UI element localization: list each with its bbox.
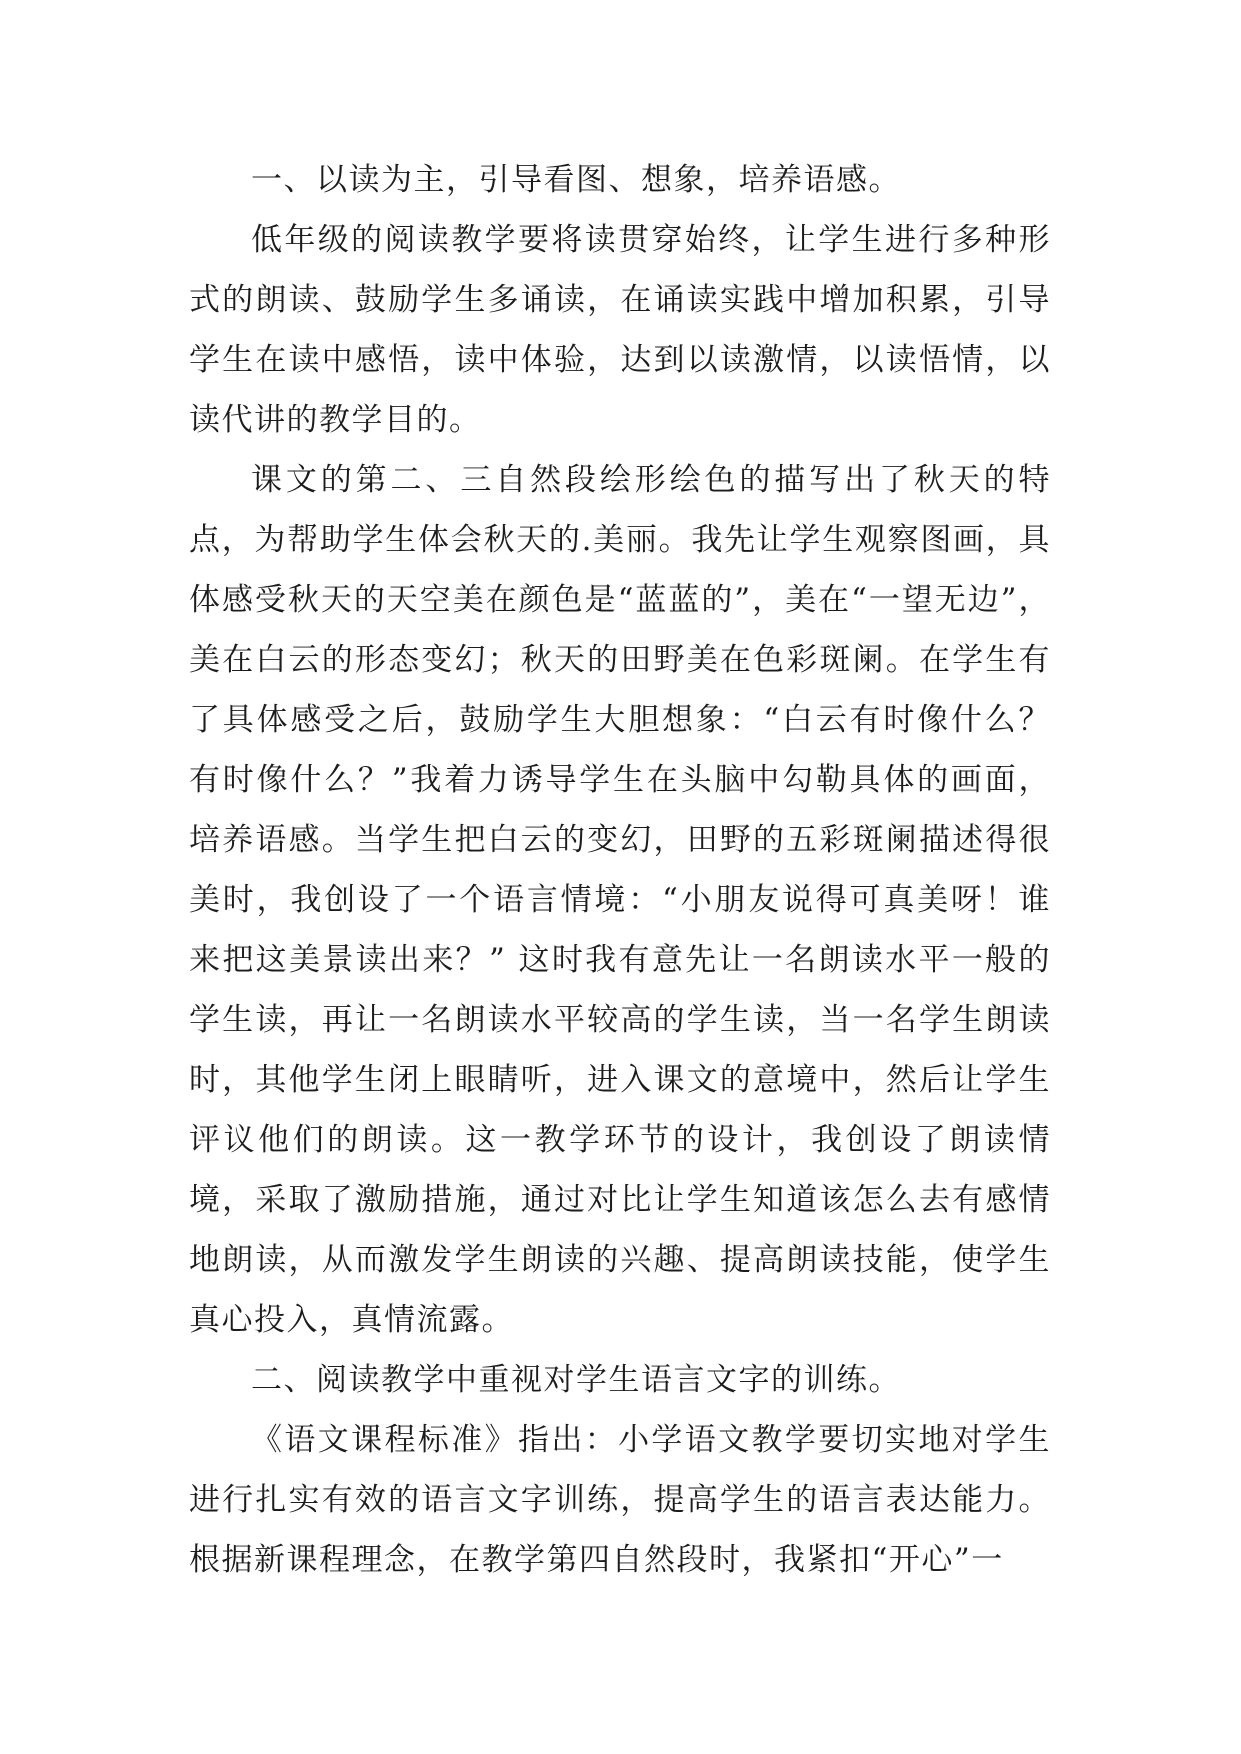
heading-two: 二、阅读教学中重视对学生语言文字的训练。 [251,1362,901,1398]
heading-one: 一、以读为主，引导看图、想象，培养语感。 [251,162,901,198]
paragraph-reading-teaching: 低年级的阅读教学要将读贯穿始终，让学生进行多种形式的朗读、鼓励学生多诵读，在诵读实践中增加积累，引导学生在读中感悟，读中体验，达到以读激情，以读悟情，以读代讲的教学目的。 [189,222,1051,438]
paragraph-autumn-lesson: 课文的第二、三自然段绘形绘色的描写出了秋天的特点，为帮助学生体会秋天的.美丽。我先让学生观察图画，具体感受秋天的天空美在颜色是“蓝蓝的”，美在“一望无边”，美在白云的形态变幻；秋天的田野美在色彩斑阑。在学生有了具体感受之后，鼓励学生大胆想象：“白云有时像什么？有时像什么？”我着力诱导学生在头脑中勾勒具体的画面，培养语感。当学生把白云的变幻，田野的五彩斑阑描述得很美时，我创设了一个语言情境：“小朋友说得可真美呀！谁来把这美景读出来？” 这时我有意先让一名朗读水平一般的学生读，再让一名朗读水平较高的学生读，当一名学生朗读时，其他学生闭上眼睛听，进入课文的意境中，然后让学生评议他们的朗读。这一教学环节的设计，我创设了朗读情境，采取了激励措施，通过对比让学生知道该怎么去有感情地朗读，从而激发学生朗读的兴趣、提高朗读技能，使学生真心投入，真情流露。 [189,462,1051,1338]
document-body [189,150,1051,1590]
paragraph-curriculum-standard: 《语文课程标准》指出：小学语文教学要切实地对学生进行扎实有效的语言文字训练，提高学生的语言表达能力。根据新课程理念，在教学第四自然段时，我紧扣“开心”一 [189,1422,1051,1578]
